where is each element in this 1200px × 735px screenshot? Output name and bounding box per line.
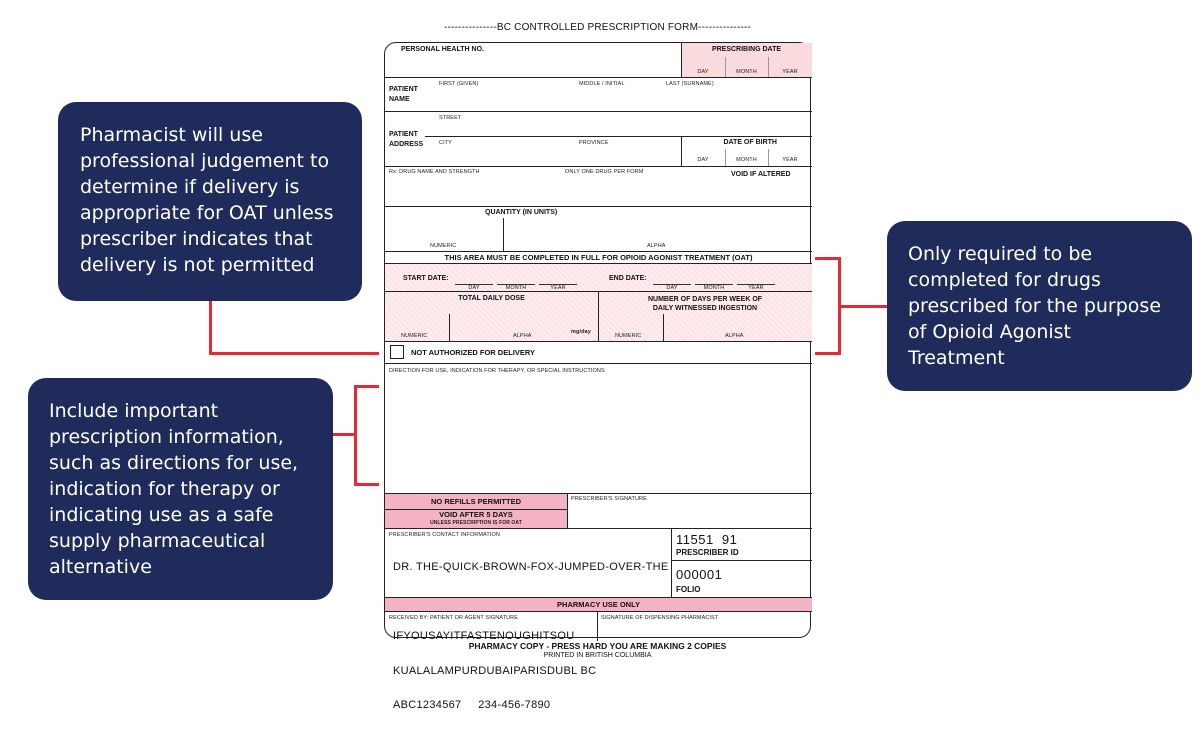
prescribing-date-label: PRESCRIBING DATE [711, 46, 782, 53]
patient-name-label: PATIENT NAME [389, 86, 418, 103]
end-date-label: END DATE: [609, 275, 647, 282]
patient-address-label: PATIENT ADDRESS [389, 131, 424, 148]
province-label: PROVINCE [579, 140, 609, 146]
first-name-label: FIRST (GIVEN) [439, 81, 479, 87]
delivery-connector-arm [209, 352, 379, 355]
delivery-callout [58, 102, 362, 301]
directions-field[interactable] [389, 377, 808, 491]
days-witnessed-label: NUMBER OF DAYS PER WEEK OF DAILY WITNESSED INGESTION [647, 296, 763, 312]
oat-callout-text: Only required to be completed for drugs prescribed for the purpose of Opioid Agonist Treatment [908, 243, 1162, 369]
directions-callout-text: Include important prescription information, such as directions for use, indication for therapy or indicating use as a safe supply pharmaceutical alternative [49, 400, 299, 578]
delivery-connector [209, 301, 212, 355]
street-field[interactable] [435, 121, 811, 135]
total-daily-dose-label: TOTAL DAILY DOSE [458, 295, 525, 302]
void-after-label: VOID AFTER 5 DAYS [439, 510, 513, 519]
daily-dose-numeric-field[interactable] [389, 309, 447, 329]
dob-year-label: YEAR [782, 157, 798, 163]
dose-numeric-label: NUMERIC [401, 333, 428, 339]
day-label: DAY [697, 69, 709, 75]
witnessed-alpha-field[interactable] [665, 309, 809, 329]
contact-line: KUALALAMPURDUBAIPARISDUBL BC [393, 664, 597, 677]
witnessed-numeric-label: NUMERIC [615, 333, 642, 339]
dose-alpha-label: ALPHA [513, 333, 532, 339]
contact-line: DR. THE-QUICK-BROWN-FOX-JUMPED-OVER-THE [393, 561, 669, 573]
end-month-label: MONTH [703, 285, 725, 291]
prescriber-id-value: 11551 91 [676, 532, 738, 547]
folio-label: FOLIO [676, 585, 701, 594]
end-year-label: YEAR [748, 285, 764, 291]
contact-info-text [393, 539, 669, 735]
oat-callout [887, 221, 1192, 391]
drug-name-field[interactable] [389, 179, 808, 204]
quantity-numeric-label: NUMERIC [430, 243, 457, 249]
start-date-field[interactable] [455, 273, 577, 284]
directions-bracket-bottom [354, 483, 379, 486]
end-date-field[interactable] [653, 273, 775, 284]
mg-day-label: mg/day [571, 329, 591, 335]
prescriber-signature-field[interactable] [571, 503, 809, 527]
directions-label: DIRECTION FOR USE, INDICATION FOR THERAPY, OR SPECIAL INSTRUCTIONS [389, 368, 605, 374]
received-by-signature-field[interactable] [389, 621, 595, 635]
quantity-alpha-label: ALPHA [647, 243, 666, 249]
void-if-altered-label: VOID IF ALTERED [731, 171, 791, 178]
oat-bracket-bottom [815, 352, 840, 355]
contact-line: ABC1234567 234-456-7890 [393, 699, 551, 711]
no-refills-label: NO REFILLS PERMITTED [431, 497, 521, 506]
quantity-label: QUANTITY (IN UNITS) [485, 209, 558, 216]
start-year-label: YEAR [550, 285, 566, 291]
prescriber-signature-label: PRESCRIBER'S SIGNATURE [571, 496, 647, 502]
delivery-callout-text: Pharmacist will use professional judgement to determine if delivery is appropriate for OAT unless prescriber indicates that delivery is not permitted [80, 124, 334, 276]
quantity-alpha-field[interactable] [505, 219, 809, 241]
not-authorized-checkbox[interactable] [390, 345, 404, 359]
oat-header: THIS AREA MUST BE COMPLETED IN FULL FOR OPIOID AGONIST TREATMENT (OAT) [444, 253, 753, 262]
date-of-birth-label: DATE OF BIRTH [723, 139, 777, 146]
last-name-label: LAST (SURNAME) [666, 81, 714, 87]
daily-dose-alpha-field[interactable] [451, 309, 571, 329]
personal-health-no-label: PERSONAL HEALTH NO. [401, 46, 484, 53]
start-date-label: START DATE: [403, 275, 449, 282]
start-day-label: DAY [468, 285, 480, 291]
end-day-label: DAY [666, 285, 678, 291]
directions-bracket-top [354, 385, 379, 388]
directions-callout [28, 378, 333, 600]
pharmacy-copy-footer: PHARMACY COPY - PRESS HARD YOU ARE MAKING 2 COPIES [468, 641, 727, 651]
oat-bracket-top [815, 257, 840, 260]
street-label: STREET [439, 115, 462, 121]
patient-name-field[interactable] [435, 89, 811, 109]
dob-month-label: MONTH [736, 157, 757, 163]
only-one-drug-label: ONLY ONE DRUG PER FORM [565, 169, 644, 175]
contact-info-label: PRESCRIBER'S CONTACT INFORMATION [389, 532, 500, 538]
rx-drug-label: Rx: DRUG NAME AND STRENGTH [389, 169, 480, 175]
witnessed-alpha-label: ALPHA [725, 333, 744, 339]
unless-oat-label: UNLESS PRESCRIPTION IS FOR OAT [430, 520, 522, 526]
prescriber-id-label: PRESCRIBER ID [676, 548, 739, 557]
pharmacist-signature-field[interactable] [601, 621, 807, 635]
folio-value: 000001 [676, 567, 723, 582]
start-month-label: MONTH [505, 285, 527, 291]
dob-day-label: DAY [697, 157, 709, 163]
form-title: ---------------BC CONTROLLED PRESCRIPTION FORM--------------- [443, 22, 752, 33]
month-label: MONTH [736, 69, 757, 75]
city-label: CITY [439, 140, 452, 146]
quantity-numeric-field[interactable] [389, 219, 501, 241]
oat-bracket-arm [838, 305, 887, 308]
city-province-field[interactable] [435, 146, 680, 164]
printed-in-footer: PRINTED IN BRITISH COLUMBIA [543, 652, 652, 659]
signature-pharmacist-label: SIGNATURE OF DISPENSING PHARMACIST [601, 615, 719, 621]
directions-bracket-arm [333, 433, 355, 436]
middle-initial-label: MIDDLE / INITIAL [579, 81, 625, 87]
received-by-label: RECEIVED BY: PATIENT OR AGENT SIGNATURE [389, 615, 519, 621]
witnessed-numeric-field[interactable] [601, 309, 661, 329]
contact-line: IFYOUSAYITFASTENOUGHITSOU [393, 630, 575, 642]
not-authorized-label: NOT AUTHORIZED FOR DELIVERY [411, 348, 536, 357]
year-label: YEAR [782, 69, 798, 75]
pharmacy-use-only-label: PHARMACY USE ONLY [557, 600, 640, 609]
